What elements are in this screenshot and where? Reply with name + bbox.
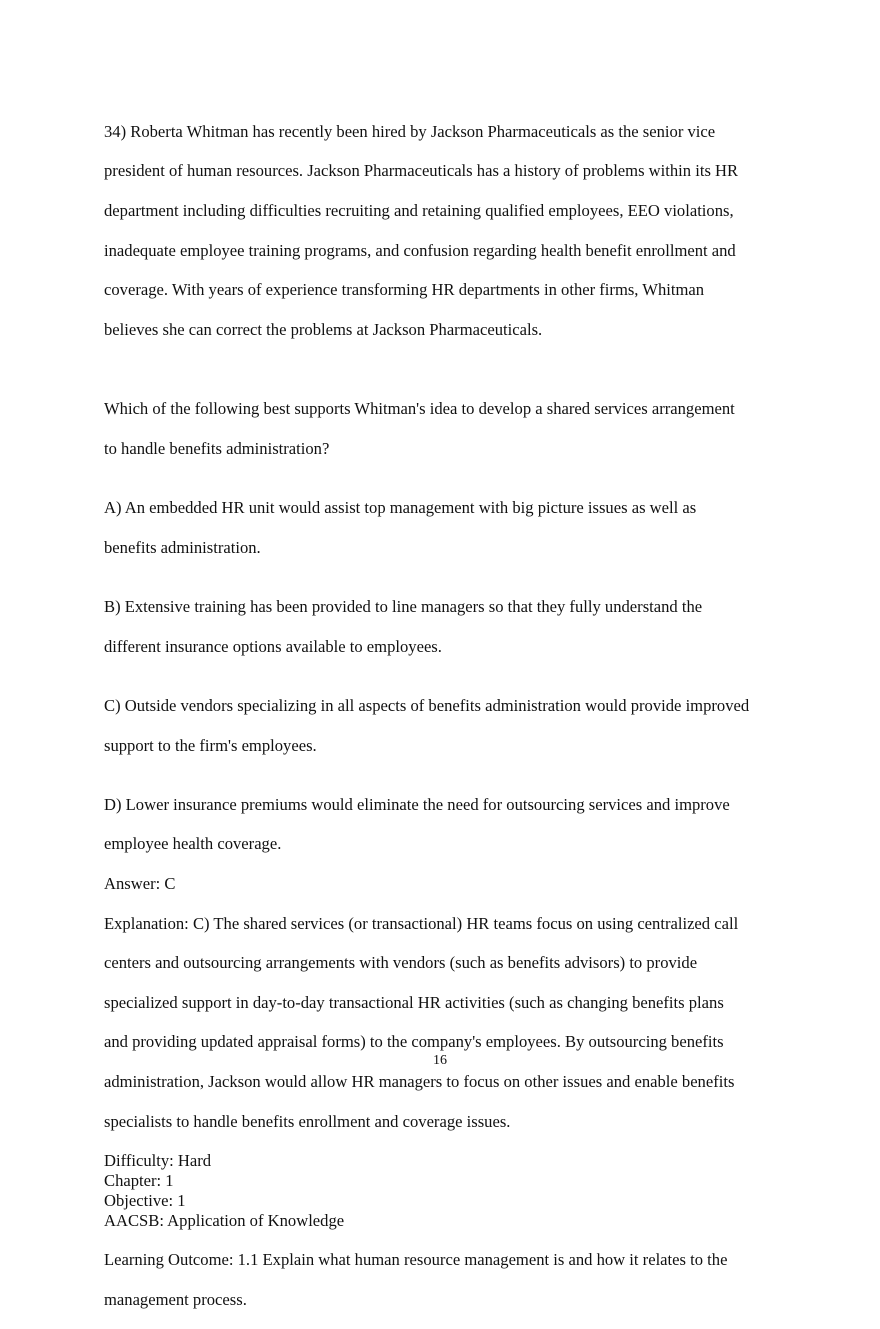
explanation-line: specialists to handle benefits enrollment and coverage issues.	[104, 1111, 511, 1131]
option-line: benefits administration.	[104, 537, 261, 557]
explanation-line: centers and outsourcing arrangements with vendors (such as benefits advisors) to provide	[104, 953, 698, 973]
stem-line: 34) Roberta Whitman has recently been hired by Jackson Pharmaceuticals as the senior vice	[104, 121, 716, 141]
prompt-line: Which of the following best supports Whitman's idea to develop a shared services arrangement	[104, 398, 735, 418]
option-d	[104, 775, 794, 874]
stem-line: coverage. With years of experience transforming HR departments in other firms, Whitman	[104, 280, 705, 300]
explanation-line: Explanation: C) The shared services (or transactional) HR teams focus on using centralized call	[104, 913, 739, 933]
question-prompt	[104, 379, 794, 478]
aacsb: AACSB: Application of Knowledge	[104, 1210, 345, 1230]
option-a	[104, 478, 794, 577]
explanation	[104, 894, 794, 1151]
stem-line: inadequate employee training programs, and confusion regarding health benefit enrollment and	[104, 240, 736, 260]
option-line: support to the firm's employees.	[104, 735, 317, 755]
option-line: different insurance options available to employees.	[104, 636, 442, 656]
option-c	[104, 676, 794, 775]
learning-outcome-line: management process.	[104, 1289, 247, 1309]
option-line: D) Lower insurance premiums would eliminate the need for outsourcing services and improve	[104, 794, 730, 814]
prompt-line: to handle benefits administration?	[104, 438, 330, 458]
option-line: employee health coverage.	[104, 834, 282, 854]
option-line: A) An embedded HR unit would assist top management with big picture issues as well as	[104, 497, 697, 517]
learning-outcome	[104, 1230, 794, 1329]
objective: Objective: 1	[104, 1190, 186, 1210]
question-block	[104, 102, 794, 1329]
explanation-line: administration, Jackson would allow HR managers to focus on other issues and enable benefits	[104, 1072, 735, 1092]
page-number: 16	[433, 1053, 447, 1068]
stem-line: department including difficulties recruiting and retaining qualified employees, EEO violations,	[104, 200, 734, 220]
option-line: B) Extensive training has been provided to line managers so that they fully understand the	[104, 596, 703, 616]
difficulty: Difficulty: Hard	[104, 1151, 212, 1171]
chapter: Chapter: 1	[104, 1171, 174, 1191]
stem-line: believes she can correct the problems at Jackson Pharmaceuticals.	[104, 319, 543, 339]
stem-line: president of human resources. Jackson Pharmaceuticals has a history of problems within its HR	[104, 161, 739, 181]
explanation-line: specialized support in day-to-day transactional HR activities (such as changing benefits plans	[104, 992, 724, 1012]
option-line: C) Outside vendors specializing in all aspects of benefits administration would provide improved	[104, 695, 750, 715]
explanation-line: and providing updated appraisal forms) to the company's employees. By outsourcing benefits	[104, 1032, 724, 1052]
paragraph-spacer	[104, 359, 794, 379]
question-stem	[104, 102, 794, 359]
option-b	[104, 577, 794, 676]
answer: Answer: C	[104, 874, 176, 894]
learning-outcome-line: Learning Outcome: 1.1 Explain what human resource management is and how it relates to the	[104, 1250, 728, 1270]
